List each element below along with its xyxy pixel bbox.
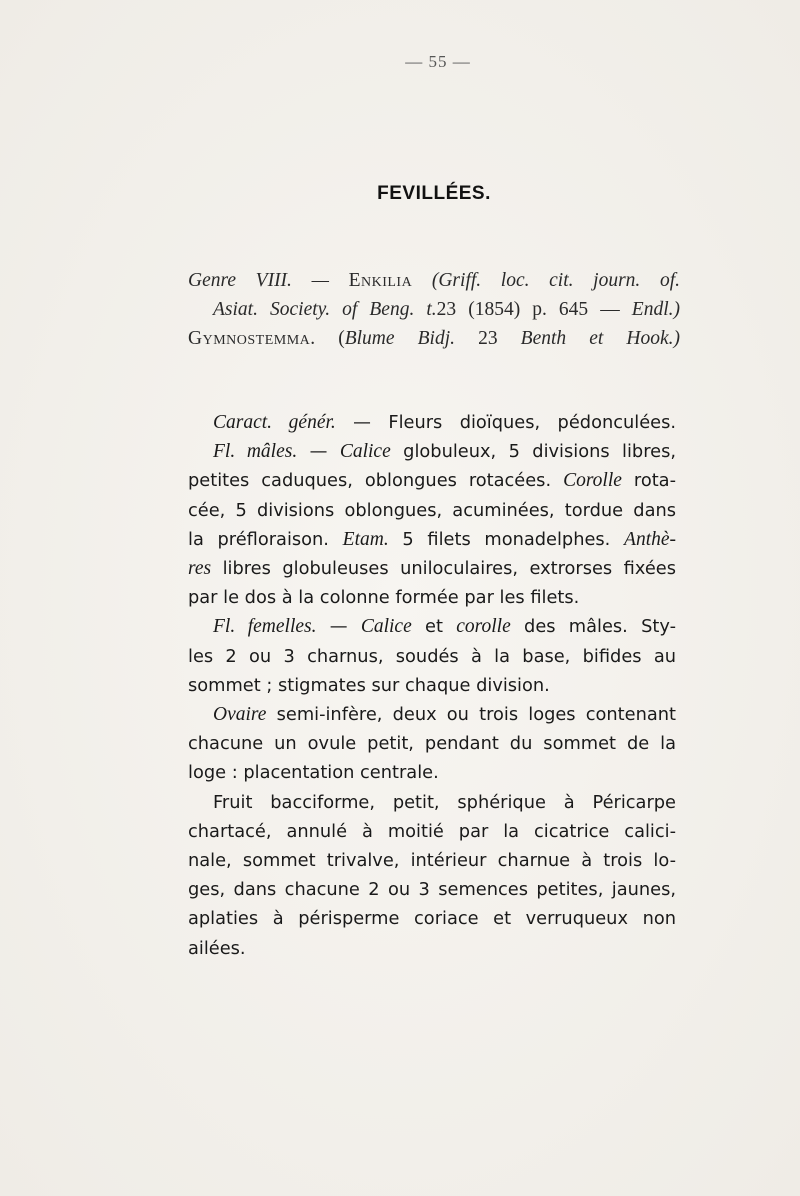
text-run: sommet ; stigmates sur chaque division. [188,674,550,696]
text-line [188,612,676,641]
text-line [188,554,676,583]
text-run: semi-infère, deux ou trois loges contenant [266,704,676,726]
text-run: nale, sommet trivalve, intérieur charnue à trois lo- [188,850,676,872]
text-line [188,466,676,495]
text-line [188,496,676,525]
text-line [188,817,676,846]
text-line [188,583,676,612]
genre-citation [188,266,680,353]
text-line [188,904,676,933]
italic-term: Corolle [563,470,622,492]
genre-line-3 [188,324,680,353]
text-run: loge : placentation centrale. [188,762,439,784]
italic-term: Ovaire [213,704,267,726]
italic-term: Anthè- [624,528,677,550]
citation-text: (Griff. loc. cit. journ. of. [412,270,680,291]
genre-label: Genre VIII. — [188,270,349,291]
citation-text: Benth et Hook.) [520,328,680,349]
section-heading: FEVILLÉES. [377,183,491,204]
citation-text: 23 [455,328,521,349]
text-line [188,846,676,875]
genre-line-2 [188,295,680,324]
page-number: — 55 — [405,52,471,71]
text-line [188,642,676,671]
citation-text: Asiat. Society. of Beng. t. [213,299,437,320]
text-line [188,408,676,437]
genus-name-enkilia: Enkilia [348,270,413,291]
text-line [188,934,676,963]
text-line [188,788,676,817]
text-run: la préfloraison. [188,528,343,550]
genre-line-1 [188,266,680,295]
description-text [188,408,676,963]
text-line [188,525,676,554]
text-line [188,875,676,904]
italic-term: res [188,558,212,580]
italic-term: Fl. femelles. [213,616,317,638]
text-run: aplaties à périsperme coriace et verruqueux non [188,908,676,930]
text-run: libres globuleuses uniloculaires, extrorses fixées [211,558,676,580]
italic-term: corolle [456,616,511,638]
citation-text: 23 (1854) p. 645 — [436,299,632,320]
text-run: 5 filets monadelphes. [388,528,625,550]
text-run: ailées. [188,937,246,959]
text-run: cée, 5 divisions oblongues, acuminées, tordue dans [188,499,676,521]
text-run: — [297,441,340,463]
text-line [188,758,676,787]
italic-term: Etam. [342,528,389,550]
text-line [188,729,676,758]
text-run: chacune un ovule petit, pendant du sommet de la [188,733,676,755]
italic-term: Fl. mâles. [213,441,298,463]
citation-text: Blume Bidj. [344,328,455,349]
text-run: Fruit bacciforme, petit, sphérique à Péricarpe [213,791,676,813]
citation-text: . ( [310,328,345,349]
text-line [188,671,676,700]
italic-term: Calice [360,616,412,638]
italic-term: Calice [339,441,391,463]
text-run: chartacé, annulé à moitié par la cicatrice calici- [188,820,676,842]
italic-term: Caract. génér. [213,412,336,433]
text-line [188,437,676,466]
text-run: et [411,616,457,638]
text-run: rota- [621,470,676,492]
text-run: des mâles. Sty- [510,616,676,638]
citation-text: Endl.) [631,299,680,320]
text-line [188,700,676,729]
text-run: — Fleurs dioïques, pédonculées. [335,412,676,433]
text-run: les 2 ou 3 charnus, soudés à la base, bifides au [188,645,676,667]
text-run: — [316,616,361,638]
text-run: ges, dans chacune 2 ou 3 semences petites, jaunes, [188,879,676,901]
genus-name-gymnostemma: Gymnostemma [188,328,311,349]
text-run: petites caduques, oblongues rotacées. [188,470,564,492]
text-run: par le dos à la colonne formée par les filets. [188,587,580,609]
text-run: globuleux, 5 divisions libres, [390,441,676,463]
